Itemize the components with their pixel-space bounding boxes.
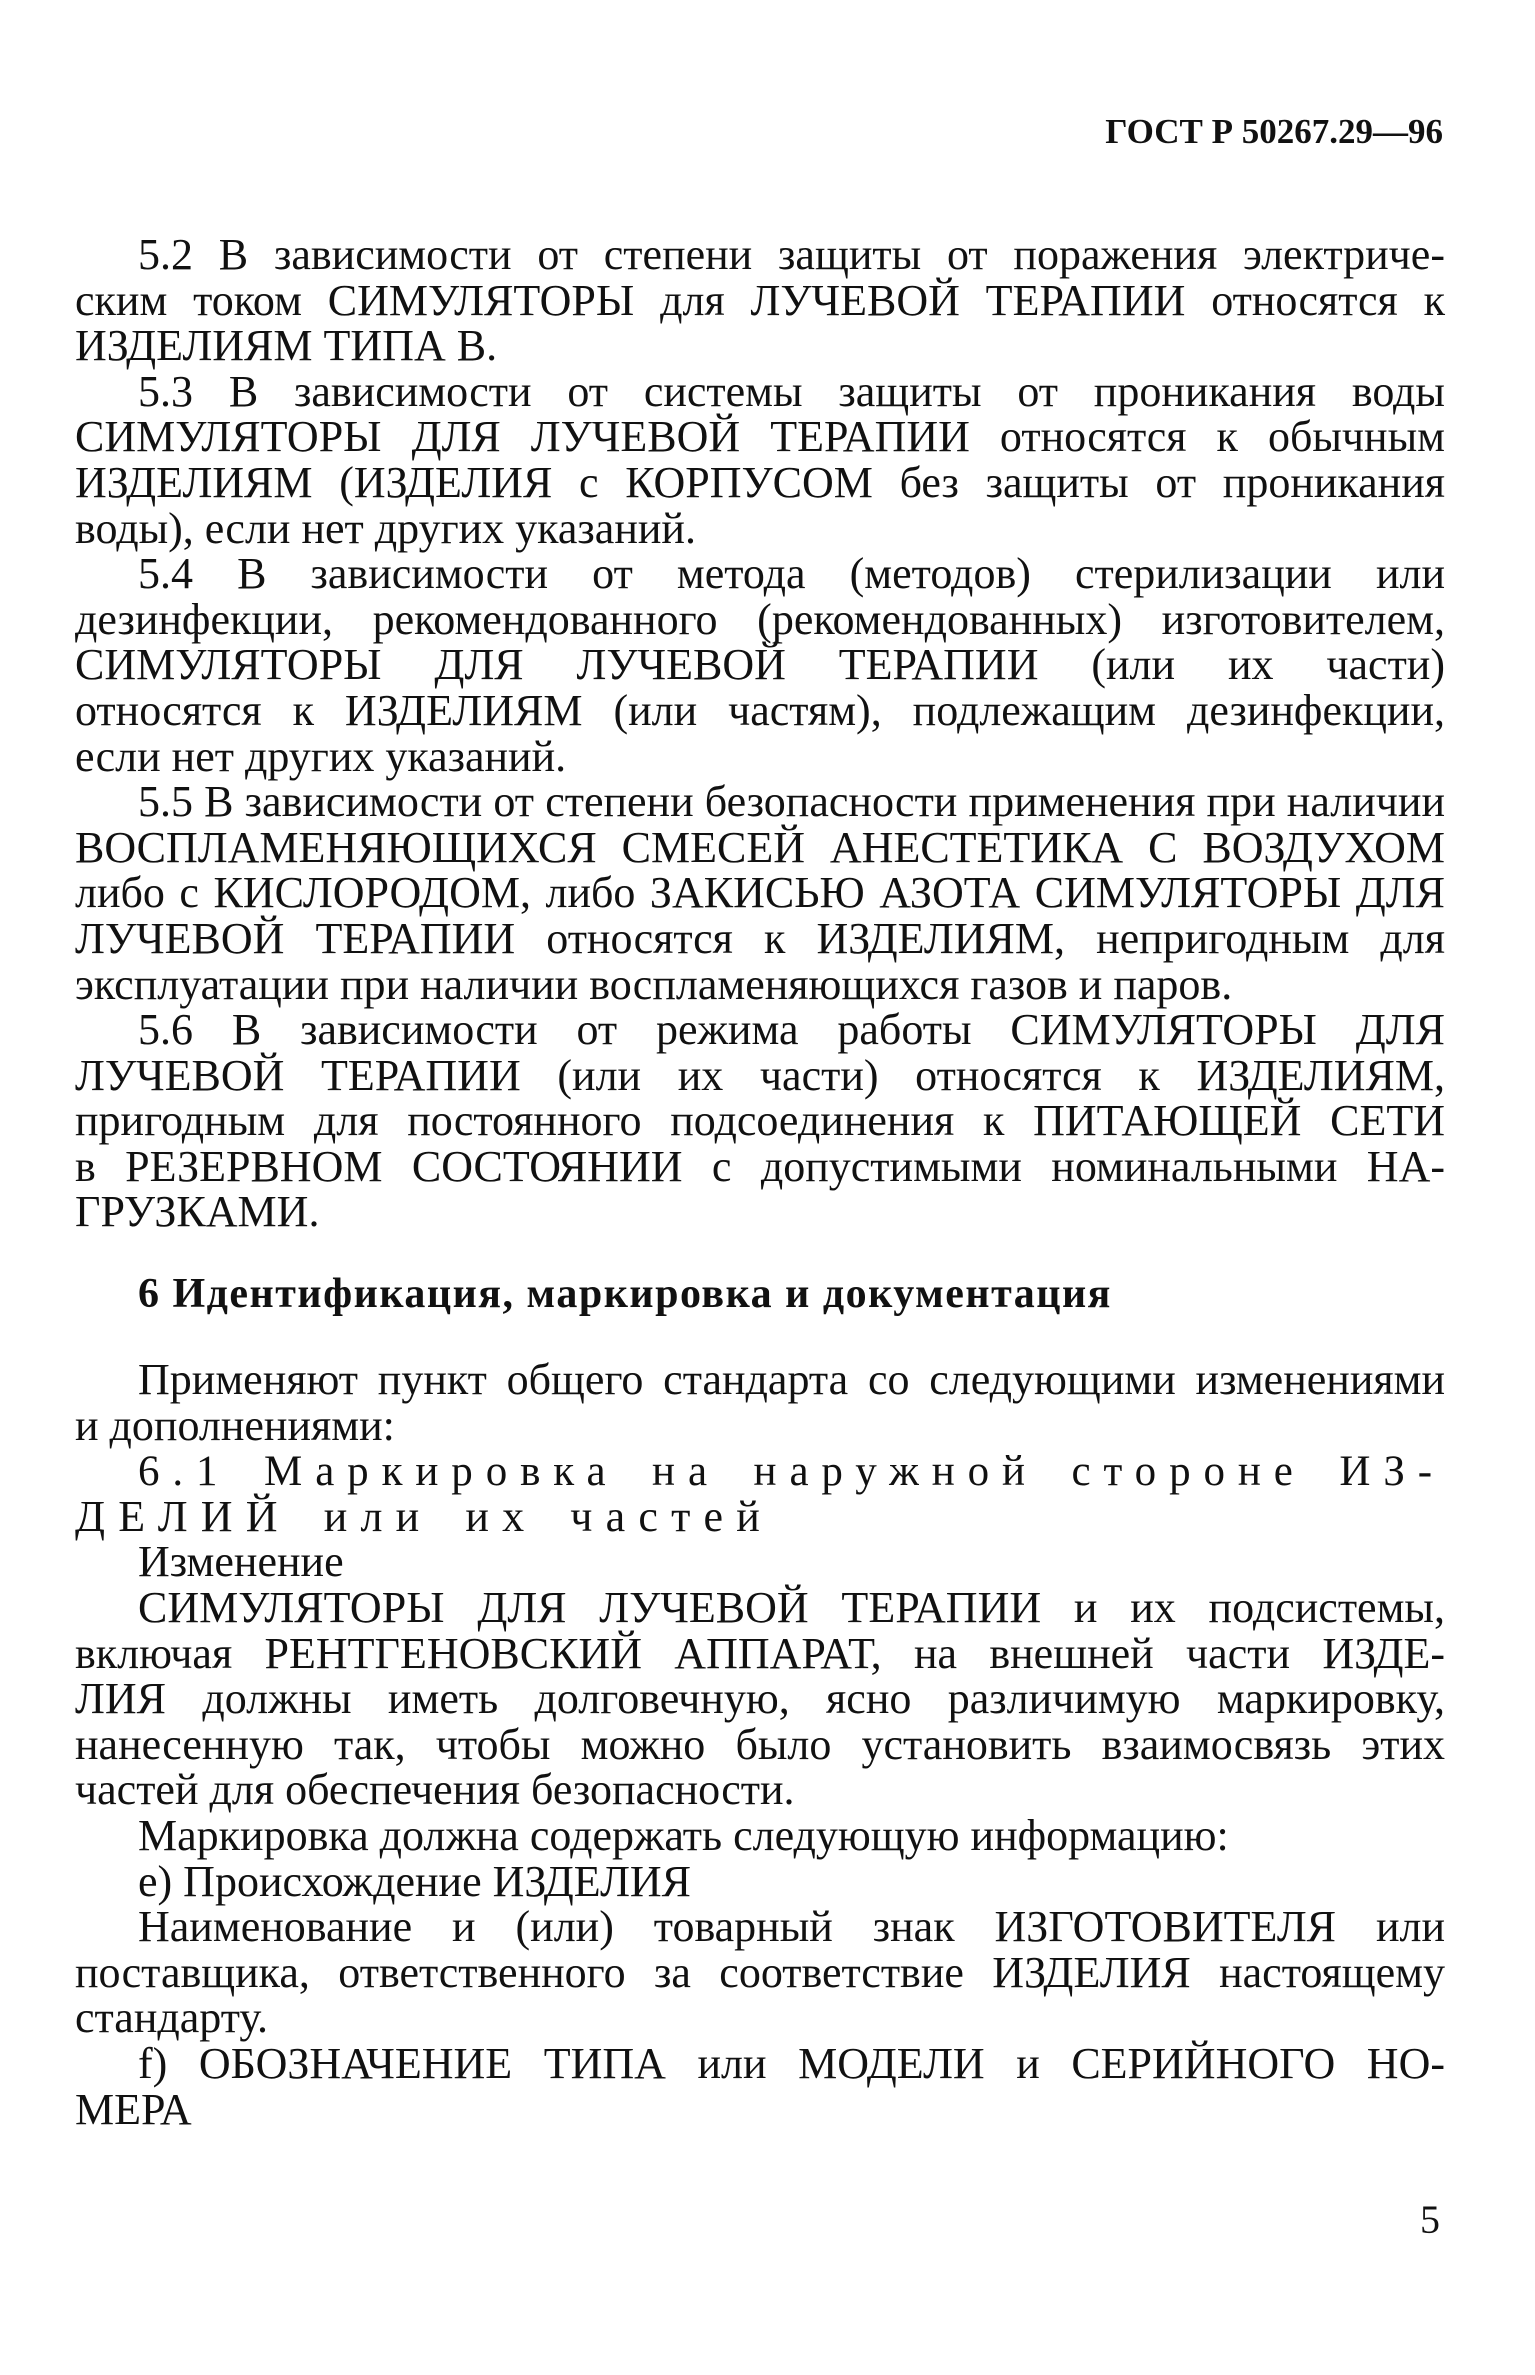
clause-5-4 (75, 551, 1445, 779)
clause-5-4-text-4: относятся к ИЗДЕЛИЯМ (или частям), подлежащим дезинфекции, (75, 685, 1445, 735)
item-e-text-1: Наименование и (или) товарный знак ИЗГОТОВИТЕЛЯ или (138, 1902, 1445, 1952)
clause-6-1-text (75, 1582, 1445, 1815)
clause-5-2-line-3 (75, 323, 1445, 369)
clause-5-3-line-4 (75, 503, 1445, 553)
item-f-text-1: f) ОБОЗНАЧЕНИЕ ТИПА или МОДЕЛИ и СЕРИЙНОГО НО- (138, 2038, 1445, 2088)
clause-5-5-text-2: ВОСПЛАМЕНЯЮЩИХСЯ СМЕСЕЙ АНЕСТЕТИКА С ВОЗДУХОМ (75, 822, 1445, 872)
clause-5-5-line-5 (75, 959, 1445, 1009)
clause-5-6-line-1 (75, 1007, 1445, 1053)
clause-6-1-text-1: СИМУЛЯТОРЫ ДЛЯ ЛУЧЕВОЙ ТЕРАПИИ и их подсистемы, (138, 1582, 1445, 1632)
marking-intro-line (75, 1810, 1445, 1860)
clause-5-6-text-4: в РЕЗЕРВНОМ СОСТОЯНИИ с допустимыми номинальными НА- (75, 1141, 1445, 1191)
clause-5-4-line-1 (75, 551, 1445, 597)
clause-5-2-text-3: ИЗДЕЛИЯМ ТИПА В. (75, 321, 498, 371)
item-f-line-1 (75, 2038, 1445, 2088)
clause-5-4-text-1: 5.4 В зависимости от метода (методов) стерилизации или (138, 549, 1445, 599)
standard-code-header: ГОСТ Р 50267.29—96 (1105, 112, 1443, 151)
clause-5-5-line-4 (75, 913, 1445, 963)
section-6-intro-line-2 (75, 1400, 1445, 1450)
clause-6-1-text-line-4 (75, 1719, 1445, 1769)
item-e-line-3 (75, 1995, 1445, 2041)
clause-6-1-text-2: включая РЕНТГЕНОВСКИЙ АППАРАТ, на внешней части ИЗДЕ- (75, 1628, 1445, 1678)
clause-6-1-text-3: ЛИЯ должны иметь долговечную, ясно различимую маркировку, (75, 1674, 1445, 1724)
clause-5-3-text-1: 5.3 В зависимости от системы защиты от проникания воды (138, 366, 1445, 416)
clause-5-3-line-2 (75, 414, 1445, 460)
item-e-title-text: e) Происхождение ИЗДЕЛИЯ (138, 1856, 692, 1906)
clause-5-2-text-1: 5.2 В зависимости от степени защиты от поражения электриче- (138, 230, 1445, 279)
clause-5-6-line-4 (75, 1141, 1445, 1191)
clause-5-6 (75, 1007, 1445, 1235)
clause-6-1-text-line-1 (75, 1582, 1445, 1632)
item-e-title-line (75, 1856, 1445, 1906)
clause-5-3-line-1 (75, 366, 1445, 416)
clause-5-5 (75, 779, 1445, 1007)
clause-6-1-text-line-5 (75, 1767, 1445, 1813)
item-e-title (75, 1856, 1445, 1906)
clause-5-2 (75, 232, 1445, 369)
section-6-heading: 6 Идентификация, маркировка и документация (138, 1271, 1112, 1317)
clause-5-5-text-5: эксплуатации при наличии воспламеняющихся газов и паров. (75, 959, 1233, 1009)
clause-6-1-title-line-2 (75, 1491, 1445, 1541)
clause-5-6-text-1: 5.6 В зависимости от режима работы СИМУЛЯТОРЫ ДЛЯ (138, 1005, 1445, 1055)
clause-5-4-line-3 (75, 642, 1445, 688)
clause-6-1-title (75, 1448, 1445, 1539)
clause-5-5-text-1: 5.5 В зависимости от степени безопасности применения при наличии (138, 777, 1445, 827)
clause-5-2-text-2: ским током СИМУЛЯТОРЫ для ЛУЧЕВОЙ ТЕРАПИИ относятся к (75, 275, 1445, 325)
clause-5-5-text-3: либо с КИСЛОРОДОМ, либо ЗАКИСЬЮ АЗОТА СИМУЛЯТОРЫ ДЛЯ (75, 868, 1445, 918)
clause-5-3-text-2: СИМУЛЯТОРЫ ДЛЯ ЛУЧЕВОЙ ТЕРАПИИ относятся к обычным (75, 412, 1445, 462)
clause-6-1-title-text-1: 6.1 Маркировка на наружной стороне ИЗ- (138, 1448, 1445, 1496)
clause-5-3-text-3: ИЗДЕЛИЯМ (ИЗДЕЛИЯ с КОРПУСОМ без защиты от проникания (75, 457, 1445, 507)
item-e-text-2: поставщика, ответственного за соответствие ИЗДЕЛИЯ настоящему (75, 1947, 1445, 1997)
clause-5-2-line-2 (75, 275, 1445, 325)
section-6-intro-text-2: и дополнениями: (75, 1400, 395, 1450)
clause-6-1-text-line-3 (75, 1676, 1445, 1722)
change-label (75, 1539, 1445, 1585)
clause-5-5-line-2 (75, 822, 1445, 872)
marking-intro (75, 1810, 1445, 1860)
clause-6-1-title-line-1 (75, 1448, 1445, 1494)
item-e-line-1 (75, 1904, 1445, 1950)
clause-5-4-line-2 (75, 594, 1445, 644)
section-6-intro (75, 1357, 1445, 1448)
clause-5-3-line-3 (75, 457, 1445, 507)
clause-5-5-text-4: ЛУЧЕВОЙ ТЕРАПИИ относятся к ИЗДЕЛИЯМ, непригодным для (75, 913, 1445, 963)
clause-5-6-line-2 (75, 1050, 1445, 1100)
clause-5-4-text-3: СИМУЛЯТОРЫ ДЛЯ ЛУЧЕВОЙ ТЕРАПИИ (или их части) (75, 640, 1445, 690)
clause-5-4-text-2: дезинфекции, рекомендованного (рекомендованных) изготовителем, (75, 594, 1445, 644)
clause-6-1-text-4: нанесенную так, чтобы можно было установить взаимосвязь этих (75, 1719, 1445, 1769)
item-f-line-2 (75, 2084, 1445, 2134)
section-6-intro-line-1 (75, 1357, 1445, 1403)
clause-5-6-text-2: ЛУЧЕВОЙ ТЕРАПИИ (или их части) относятся к ИЗДЕЛИЯМ, (75, 1050, 1445, 1100)
item-e-line-2 (75, 1947, 1445, 1997)
clause-5-3 (75, 366, 1445, 553)
section-6-block (75, 1357, 1445, 2132)
item-f-text-2: МЕРА (75, 2084, 192, 2134)
clause-5-5-line-3 (75, 870, 1445, 916)
item-e-text (75, 1904, 1445, 2041)
marking-intro-text: Маркировка должна содержать следующую информацию: (138, 1810, 1229, 1860)
item-e-text-3: стандарту. (75, 1993, 268, 2043)
section-6-intro-text-1: Применяют пункт общего стандарта со следующими изменениями (138, 1355, 1445, 1404)
clause-5-5-line-1 (75, 779, 1445, 825)
page-number: 5 (1420, 2197, 1440, 2242)
change-label-line (75, 1539, 1445, 1585)
clause-5-4-text-5: если нет других указаний. (75, 731, 567, 781)
clauses-5-block (75, 232, 1445, 1235)
item-f (75, 2038, 1445, 2134)
clause-5-3-text-4: воды), если нет других указаний. (75, 503, 696, 553)
clause-5-6-text-5: ГРУЗКАМИ. (75, 1187, 320, 1237)
clause-5-2-line-1 (75, 232, 1445, 278)
clause-5-4-line-4 (75, 685, 1445, 735)
change-label-text: Изменение (138, 1537, 344, 1587)
clause-6-1-title-text-2: ДЕЛИЙ или их частей (75, 1491, 773, 1541)
clause-6-1-text-5: частей для обеспечения безопасности. (75, 1765, 795, 1815)
clause-5-6-line-5 (75, 1189, 1445, 1235)
clause-5-6-text-3: пригодным для постоянного подсоединения к ПИТАЮЩЕЙ СЕТИ (75, 1096, 1445, 1146)
clause-5-4-line-5 (75, 731, 1445, 781)
clause-6-1-text-line-2 (75, 1628, 1445, 1678)
clause-5-6-line-3 (75, 1098, 1445, 1144)
